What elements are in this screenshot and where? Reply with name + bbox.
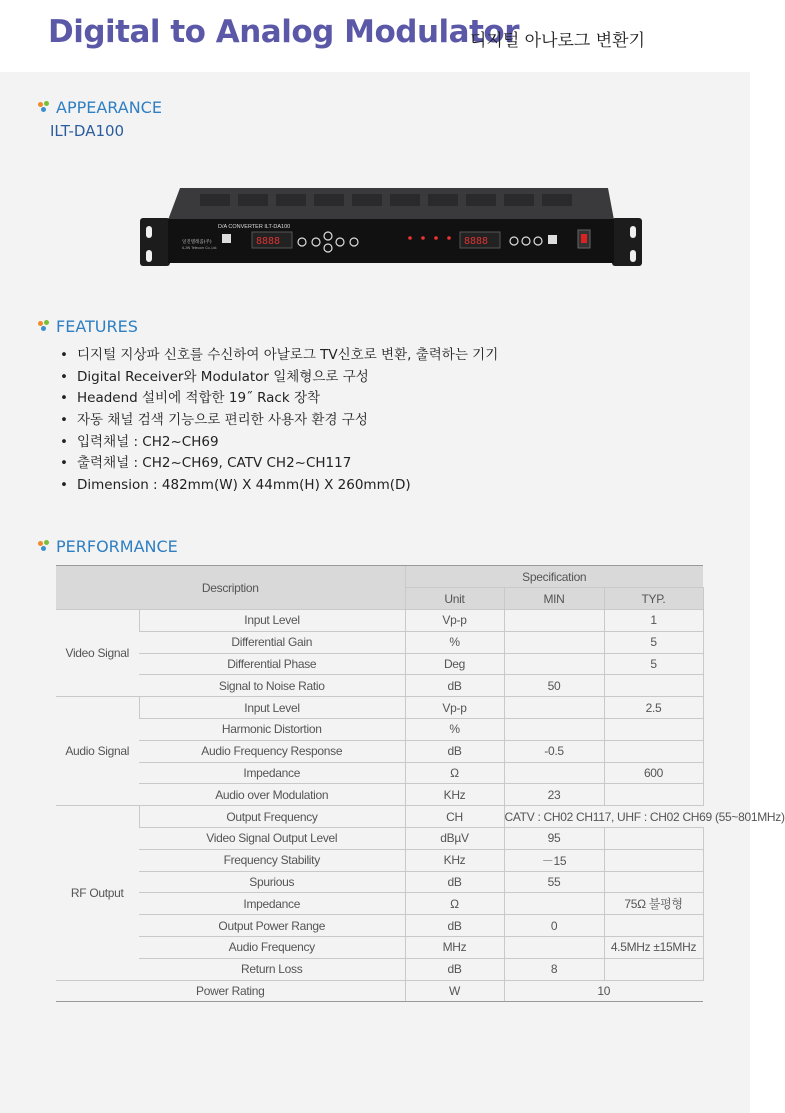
min-cell: 23 bbox=[504, 784, 604, 806]
unit-cell: dBµV bbox=[405, 827, 504, 849]
bullet-icon: • bbox=[60, 368, 68, 385]
feature-item: • 디지털 지상파 신호를 수신하여 아날로그 TV신호로 변환, 출력하는 기기 bbox=[60, 345, 498, 367]
rack-hole-icon bbox=[146, 250, 152, 262]
table-row bbox=[56, 610, 703, 632]
min-cell: 0 bbox=[504, 915, 604, 937]
min-cell: 95 bbox=[504, 827, 604, 849]
feature-item: • 자동 채널 검색 기능으로 편리한 사용자 환경 구성 bbox=[60, 410, 498, 432]
typ-cell bbox=[604, 871, 703, 893]
min-cell bbox=[504, 697, 604, 719]
bullet-icon: • bbox=[60, 433, 68, 450]
table-row bbox=[56, 718, 703, 740]
table-row bbox=[56, 762, 703, 784]
table-row bbox=[56, 893, 703, 915]
typ-cell bbox=[604, 740, 703, 762]
table-row bbox=[56, 827, 703, 849]
table-row bbox=[56, 784, 703, 806]
min-cell bbox=[504, 610, 604, 632]
typ-cell: 5 bbox=[604, 631, 703, 653]
feature-item: • Digital Receiver와 Modulator 일체형으로 구성 bbox=[60, 367, 498, 389]
item-cell: Audio over Modulation bbox=[139, 784, 405, 806]
item-cell: Audio Frequency bbox=[139, 936, 405, 958]
group-label: Audio Signal bbox=[56, 697, 139, 806]
features-heading bbox=[38, 317, 138, 336]
group-label: RF Output bbox=[56, 806, 139, 980]
item-cell: Input Level bbox=[139, 610, 405, 632]
feature-item: • Dimension : 482mm(W) X 44mm(H) X 260mm(D) bbox=[60, 475, 498, 497]
typ-cell: 600 bbox=[604, 762, 703, 784]
unit-cell: dB bbox=[405, 871, 504, 893]
min-cell: 8 bbox=[504, 958, 604, 980]
power-rating-unit: W bbox=[405, 980, 504, 1002]
section-title: PERFORMANCE bbox=[56, 537, 178, 556]
typ-cell bbox=[604, 675, 703, 697]
typ-header: TYP. bbox=[604, 588, 703, 610]
typ-cell bbox=[604, 827, 703, 849]
unit-cell: dB bbox=[405, 675, 504, 697]
device-image bbox=[138, 186, 644, 270]
power-rating-label: Power Rating bbox=[56, 980, 405, 1002]
min-header: MIN bbox=[504, 588, 604, 610]
item-cell: Output Frequency bbox=[139, 806, 405, 828]
rack-ear-right bbox=[612, 218, 642, 266]
item-cell: Input Level bbox=[139, 697, 405, 719]
unit-cell: Ω bbox=[405, 893, 504, 915]
description-header: Description bbox=[56, 566, 405, 610]
table-header-row bbox=[56, 566, 703, 588]
item-cell: Impedance bbox=[139, 893, 405, 915]
min-cell: -0.5 bbox=[504, 740, 604, 762]
led-video-icon bbox=[408, 236, 412, 240]
min-cell bbox=[504, 631, 604, 653]
bullet-icon: • bbox=[60, 390, 68, 407]
section-title: APPEARANCE bbox=[56, 98, 162, 117]
section-title: FEATURES bbox=[56, 317, 138, 336]
feature-item: • Headend 설비에 적합한 19˝ Rack 장착 bbox=[60, 388, 498, 410]
min-cell: 50 bbox=[504, 675, 604, 697]
led-rf-icon bbox=[447, 236, 451, 240]
typ-cell bbox=[604, 915, 703, 937]
typ-cell bbox=[604, 849, 703, 871]
typ-cell bbox=[604, 784, 703, 806]
lock-button[interactable] bbox=[222, 234, 231, 243]
feature-item: • 입력채널 : CH2~CH69 bbox=[60, 432, 498, 454]
item-cell: Differential Phase bbox=[139, 653, 405, 675]
typ-cell bbox=[604, 718, 703, 740]
table-row bbox=[56, 936, 703, 958]
item-cell: Output Power Range bbox=[139, 915, 405, 937]
bullet-icon: • bbox=[60, 455, 68, 472]
unit-cell: KHz bbox=[405, 784, 504, 806]
led-audio2-icon bbox=[434, 236, 438, 240]
device-brand-sub: ILJIN Telecom Co.,Ltd. bbox=[182, 246, 218, 250]
min-cell: 55 bbox=[504, 871, 604, 893]
unit-cell: CH bbox=[405, 806, 504, 828]
page-header bbox=[0, 0, 750, 72]
typ-cell: 75Ω 불평형 bbox=[604, 893, 703, 915]
bullet-dots-icon bbox=[38, 540, 52, 554]
unit-cell: dB bbox=[405, 958, 504, 980]
unit-cell: % bbox=[405, 718, 504, 740]
unit-cell: % bbox=[405, 631, 504, 653]
page-title: Digital to Analog Modulator bbox=[48, 14, 519, 50]
device-brand: 일진텔레콤(주) bbox=[182, 240, 212, 245]
bullet-icon: • bbox=[60, 347, 68, 363]
table-row bbox=[56, 915, 703, 937]
typ-cell: 5 bbox=[604, 653, 703, 675]
table-row bbox=[56, 697, 703, 719]
page-subtitle: 디지털 아나로그 변환기 bbox=[470, 31, 646, 51]
item-cell: Harmonic Distortion bbox=[139, 718, 405, 740]
min-cell bbox=[504, 762, 604, 784]
display-left-digits: 8888 bbox=[256, 236, 281, 247]
bullet-dots-icon bbox=[38, 101, 52, 115]
item-cell: Differential Gain bbox=[139, 631, 405, 653]
table-row bbox=[56, 653, 703, 675]
unit-cell: dB bbox=[405, 740, 504, 762]
typ-cell: 4.5MHz ±15MHz bbox=[604, 936, 703, 958]
bullet-dots-icon bbox=[38, 320, 52, 334]
min-cell: －15 bbox=[504, 849, 604, 871]
min-cell bbox=[504, 718, 604, 740]
table-row-power bbox=[56, 980, 703, 1002]
bullet-icon: • bbox=[60, 477, 68, 494]
unit-header: Unit bbox=[405, 588, 504, 610]
item-cell: Return Loss bbox=[139, 958, 405, 980]
typ-cell: 2.5 bbox=[604, 697, 703, 719]
specification-header: Specification bbox=[405, 566, 703, 588]
unlock-button[interactable] bbox=[548, 235, 557, 244]
display-right-digits: 8888 bbox=[464, 236, 489, 247]
performance-heading bbox=[38, 537, 178, 556]
item-cell: Spurious bbox=[139, 871, 405, 893]
bullet-icon: • bbox=[60, 412, 68, 429]
unit-cell: MHz bbox=[405, 936, 504, 958]
table-row bbox=[56, 806, 703, 828]
performance-table bbox=[56, 566, 785, 1002]
unit-cell: dB bbox=[405, 915, 504, 937]
rack-ear-left bbox=[140, 218, 170, 266]
group-label: Video Signal bbox=[56, 610, 139, 697]
appearance-heading bbox=[38, 98, 162, 117]
device-label: D/A CONVERTER ILT-DA100 bbox=[218, 224, 291, 230]
min-cell bbox=[504, 936, 604, 958]
table-row bbox=[56, 675, 703, 697]
item-cell: Video Signal Output Level bbox=[139, 827, 405, 849]
led-audio1-icon bbox=[421, 236, 425, 240]
item-cell: Audio Frequency Response bbox=[139, 740, 405, 762]
typ-cell: 1 bbox=[604, 610, 703, 632]
min-cell bbox=[504, 893, 604, 915]
table-row bbox=[56, 958, 703, 980]
min-cell bbox=[504, 653, 604, 675]
unit-cell: Deg bbox=[405, 653, 504, 675]
table-row bbox=[56, 631, 703, 653]
rack-hole-icon bbox=[146, 226, 152, 238]
item-cell: Signal to Noise Ratio bbox=[139, 675, 405, 697]
span-cell: CATV : CH02 CH117, UHF : CH02 CH69 (55~801MHz) bbox=[504, 806, 703, 828]
table-row bbox=[56, 849, 703, 871]
feature-item: • 출력채널 : CH2~CH69, CATV CH2~CH117 bbox=[60, 453, 498, 475]
typ-cell bbox=[604, 958, 703, 980]
power-switch-rocker bbox=[581, 234, 587, 243]
item-cell: Impedance bbox=[139, 762, 405, 784]
unit-cell: KHz bbox=[405, 849, 504, 871]
table-row bbox=[56, 871, 703, 893]
rack-hole-icon bbox=[630, 226, 636, 238]
item-cell: Frequency Stability bbox=[139, 849, 405, 871]
power-rating-value: 10 bbox=[504, 980, 703, 1002]
rack-hole-icon bbox=[630, 250, 636, 262]
unit-cell: Vp-p bbox=[405, 697, 504, 719]
model-name: ILT-DA100 bbox=[50, 122, 125, 140]
unit-cell: Vp-p bbox=[405, 610, 504, 632]
unit-cell: Ω bbox=[405, 762, 504, 784]
features-list bbox=[60, 345, 498, 497]
table-row bbox=[56, 740, 703, 762]
